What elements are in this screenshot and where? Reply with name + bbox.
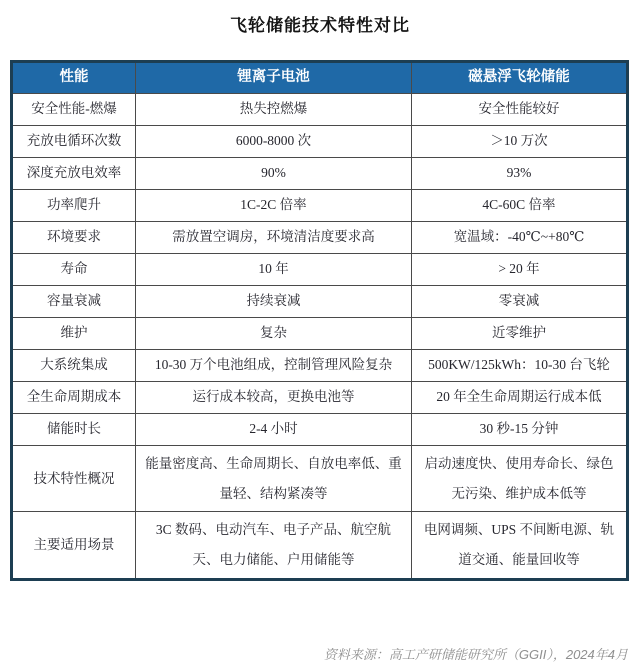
page-title: 飞轮储能技术特性对比 xyxy=(230,16,410,35)
table-row-environment xyxy=(13,222,626,254)
row-label: 储能时长 xyxy=(13,414,136,446)
table-row-capacity-fade xyxy=(13,286,626,318)
row-label: 主要适用场景 xyxy=(13,512,136,578)
flywheel-cell: 4C-60C 倍率 xyxy=(412,190,626,222)
table-row-lifespan xyxy=(13,254,626,286)
row-label: 环境要求 xyxy=(13,222,136,254)
flywheel-cell: 安全性能较好 xyxy=(412,94,626,126)
flywheel-cell: > 20 年 xyxy=(412,254,626,286)
table-row-application-scenarios xyxy=(13,512,626,578)
table-row-cycle-count xyxy=(13,126,626,158)
liion-cell: 能量密度高、生命周期长、自放电率低、重量轻、结构紧凑等 xyxy=(136,446,412,512)
flywheel-cell: 20 年全生命周期运行成本低 xyxy=(412,382,626,414)
liion-cell: 6000-8000 次 xyxy=(136,126,412,158)
table-row-safety xyxy=(13,94,626,126)
flywheel-cell: 30 秒-15 分钟 xyxy=(412,414,626,446)
flywheel-cell: 近零维护 xyxy=(412,318,626,350)
flywheel-cell: ＞10 万次 xyxy=(412,126,626,158)
table-row-system-integration xyxy=(13,350,626,382)
row-label: 大系统集成 xyxy=(13,350,136,382)
liion-cell: 3C 数码、电动汽车、电子产品、航空航天、电力储能、户用储能等 xyxy=(136,512,412,578)
row-label: 深度充放电效率 xyxy=(13,158,136,190)
row-label: 充放电循环次数 xyxy=(13,126,136,158)
flywheel-cell: 500KW/125kWh：10-30 台飞轮 xyxy=(412,350,626,382)
flywheel-cell: 宽温域：-40℃~+80℃ xyxy=(412,222,626,254)
liion-cell: 运行成本较高，更换电池等 xyxy=(136,382,412,414)
table-row-maintenance xyxy=(13,318,626,350)
table-row-storage-duration xyxy=(13,414,626,446)
liion-cell: 2-4 小时 xyxy=(136,414,412,446)
flywheel-cell: 电网调频、UPS 不间断电源、轨道交通、能量回收等 xyxy=(423,522,615,567)
liion-cell: 复杂 xyxy=(136,318,412,350)
row-label: 维护 xyxy=(13,318,136,350)
row-label: 技术特性概况 xyxy=(13,446,136,512)
liion-cell: 1C-2C 倍率 xyxy=(136,190,412,222)
table-header-row xyxy=(13,63,626,94)
row-label: 功率爬升 xyxy=(13,190,136,222)
liion-cell: 10-30 万个电池组成，控制管理风险复杂 xyxy=(136,350,412,382)
table-row-efficiency xyxy=(13,158,626,190)
liion-cell: 持续衰减 xyxy=(136,286,412,318)
source-note: 资料来源：高工产研储能研究所（GGII），2024年4月 xyxy=(323,647,628,662)
table-row-power-ramp xyxy=(13,190,626,222)
liion-cell: 10 年 xyxy=(136,254,412,286)
header-maglev-flywheel: 磁悬浮飞轮储能 xyxy=(412,63,626,94)
flywheel-cell: 93% xyxy=(412,158,626,190)
row-label: 容量衰减 xyxy=(13,286,136,318)
table-row-lifecycle-cost xyxy=(13,382,626,414)
comparison-table xyxy=(10,60,629,581)
header-liion-battery: 锂离子电池 xyxy=(136,63,412,94)
liion-cell: 需放置空调房，环境清洁度要求高 xyxy=(136,222,412,254)
liion-cell: 热失控燃爆 xyxy=(136,94,412,126)
flywheel-cell: 零衰减 xyxy=(412,286,626,318)
flywheel-cell: 启动速度快、使用寿命长、绿色无污染、维护成本低等 xyxy=(412,446,626,512)
liion-cell: 90% xyxy=(136,158,412,190)
header-performance: 性能 xyxy=(13,63,136,94)
row-label: 安全性能-燃爆 xyxy=(13,94,136,126)
row-label: 寿命 xyxy=(13,254,136,286)
table-row-tech-overview xyxy=(13,446,626,512)
row-label: 全生命周期成本 xyxy=(13,382,136,414)
